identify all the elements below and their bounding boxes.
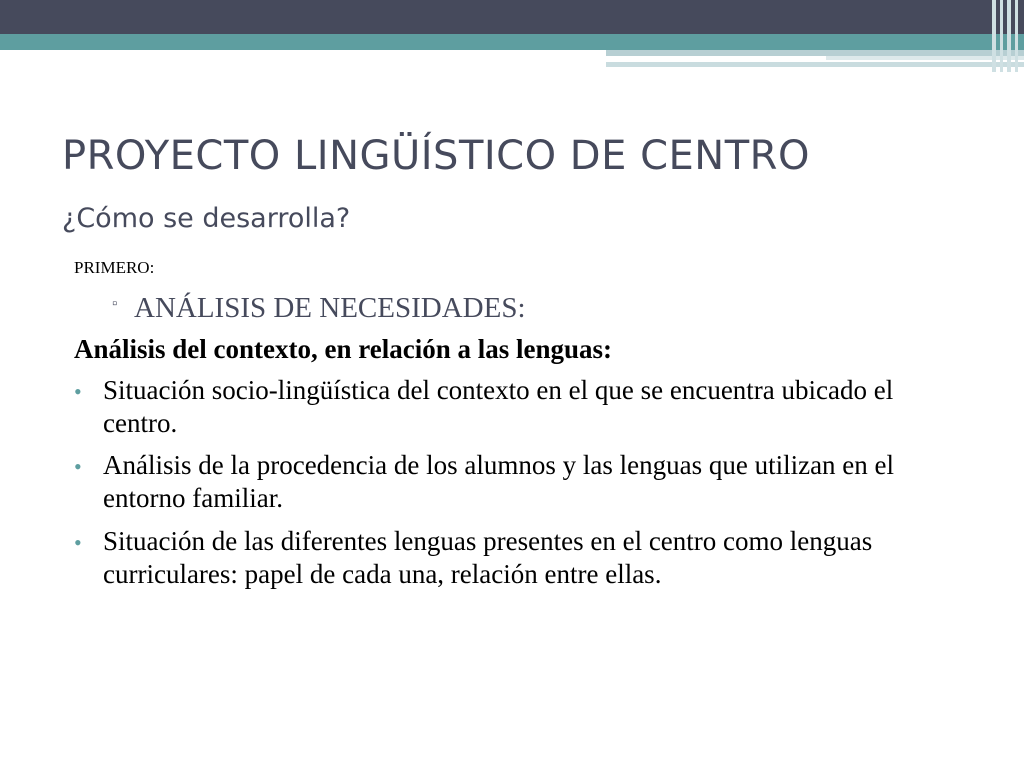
header-stripe: [606, 62, 1024, 67]
corner-bar: [992, 0, 996, 72]
list-item: [74, 525, 954, 591]
list-item-text: Situación de las diferentes lenguas presentes en el centro como lenguas curriculares: papel de cada una, relación entre ellas.: [103, 525, 873, 589]
slide-body: [74, 258, 954, 600]
corner-bar: [1007, 0, 1011, 72]
list-item: [74, 449, 954, 515]
list-item-text: Situación socio-lingüística del contexto en el que se encuentra ubicado el centro.: [103, 374, 894, 438]
slide-title: PROYECTO LINGÜÍSTICO DE CENTRO: [62, 133, 810, 179]
corner-bar: [1015, 0, 1018, 72]
header-band-dark: [0, 0, 1024, 34]
round-bullet-icon: •: [74, 529, 82, 555]
corner-decoration: [990, 0, 1024, 72]
header-band-teal: [0, 34, 1024, 50]
context-heading: Análisis del contexto, en relación a las lenguas:: [74, 334, 613, 365]
round-bullet-icon: •: [74, 454, 82, 480]
corner-bar: [1000, 0, 1003, 72]
square-bullet-icon: ▫: [112, 296, 118, 312]
bullet-list: [74, 374, 954, 591]
sub-item: [74, 292, 954, 325]
list-item: [74, 374, 954, 440]
list-item-text: Análisis de la procedencia de los alumnos y las lenguas que utilizan en el entorno familiar.: [103, 450, 895, 514]
lead-label: PRIMERO:: [74, 258, 155, 277]
sub-item-label: ANÁLISIS DE NECESIDADES:: [134, 292, 526, 324]
slide-subtitle: ¿Cómo se desarrolla?: [62, 203, 351, 234]
round-bullet-icon: •: [74, 378, 82, 404]
